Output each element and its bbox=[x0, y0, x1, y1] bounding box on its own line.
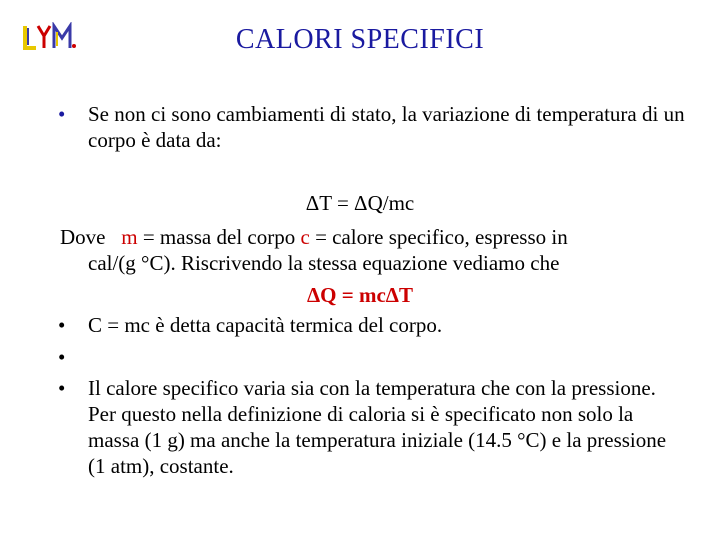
bullet-1-text: Se non ci sono cambiamenti di stato, la variazione di temperatura di un corpo è data da: bbox=[88, 102, 685, 152]
equation-delta-t: ΔT = ΔQ/mc bbox=[305, 191, 415, 215]
bullet-marker: • bbox=[58, 102, 66, 126]
c-definition: = calore specifico, espresso in bbox=[309, 225, 568, 249]
definition-line-2: cal/(g °C). Riscrivendo la stessa equazione vediamo che bbox=[88, 251, 560, 275]
definition-paragraph bbox=[60, 224, 670, 276]
dove-word: Dove bbox=[60, 225, 106, 249]
bullet-2-text: C = mc è detta capacità termica del corpo. bbox=[88, 313, 443, 337]
symbol-c: c bbox=[300, 225, 310, 249]
bullet-marker: • bbox=[58, 313, 66, 337]
bullet-4-text: Il calore specifico varia sia con la temperatura che con la pressione. Per questo nella definizione di caloria si è specificato non solo la massa (1 g) ma anche la temperatura iniziale (14.5 °C) e la pressione (1 atm), costante. bbox=[88, 376, 667, 478]
page-title: CALORI SPECIFICI bbox=[235, 24, 485, 55]
symbol-m: m bbox=[121, 225, 138, 249]
bullet-marker: • bbox=[58, 376, 66, 400]
bullet-marker: • bbox=[58, 345, 66, 369]
m-definition: = massa del corpo bbox=[137, 225, 301, 249]
equation-delta-q: ΔQ = mcΔT bbox=[307, 283, 413, 307]
